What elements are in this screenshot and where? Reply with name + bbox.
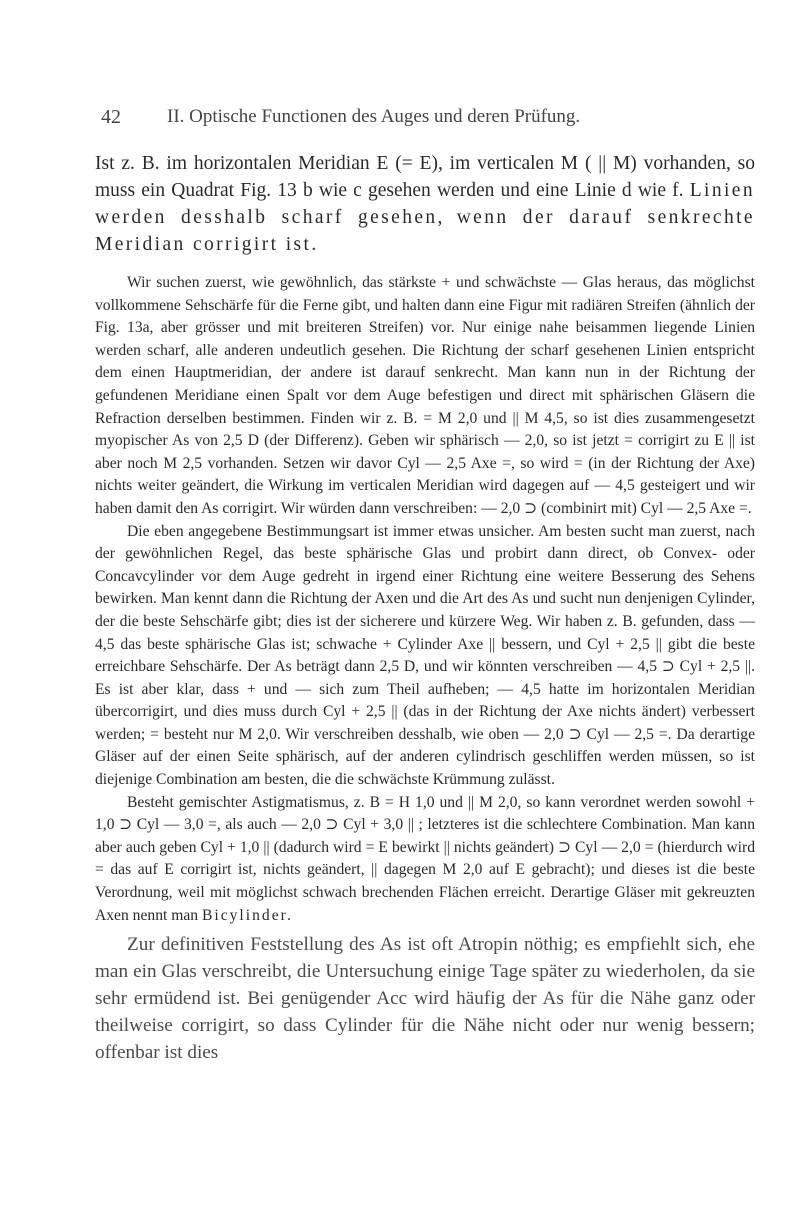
intro-line-3-emphasis: Linien werden desshalb scharf gesehen, <box>95 180 756 228</box>
intro-line-3-start: eine Linie d wie f. <box>535 180 690 201</box>
paragraph-method-cylinder: Die eben angegebene Bestimmungsart ist immer etwas unsicher. Am besten sucht man zuerst, nach der gewöhnlichen Regel, das beste sphärische Glas und probirt dann direct, ob Convex- oder Concavcylinder vor dem Auge gedreht in irgend einer Richtung eine weitere Besserung des Sehens bewirken. Man kennt dann die Richtung der Axen und die Art des As und sucht nun denjenigen Cylinder, der die beste Sehschärfe gibt; dies ist der sicherere und kürzere Weg. Wir haben z. B. gefunden, dass — 4,5 das beste sphärische Glas ist; schwache + Cylinder Axe || bessern, und Cyl + 2,5 || gibt die beste erreichbare Sehschärfe. Der As beträgt dann 2,5 D, und wir könnten verschreiben — 4,5 ⊃ Cyl + 2,5 ||. Es ist aber klar, dass + und — sich zum Theil aufheben; — 4,5 hatte im horizontalen Meridian übercorrigirt, und dies muss durch Cyl + 2,5 || (das in der Richtung der Axe nichts ändert) verbessert werden; = besteht nur M 2,0. Wir verschreiben desshalb, wie oben — 2,0 ⊃ Cyl — 2,5 =. Da derartige Gläser auf der einen Seite sphärisch, auf der anderen cylindrisch geschliffen werden müssen, so ist diejenige Combination am besten, die die schwächste Krümmung zulässt. <box>95 522 755 789</box>
intro-line-2: vorhanden, so muss ein Quadrat Fig. 13 b wie c gesehen werden und <box>95 153 755 201</box>
book-page <box>95 0 755 1066</box>
closing-text: Zur definitiven Feststellung des As ist oft Atropin nöthig; es empfiehlt sich, ehe man ein Glas verschreibt, die Untersuchung einige Tage später zu wiederholen, da sie sehr ermüdend ist. Bei genügender Acc wird häufig der As für die Nähe ganz oder theilweise corrigirt, so dass Cylinder für die Nähe nicht oder nur wenig bessern; offenbar ist dies <box>95 934 755 1064</box>
intro-paragraph <box>95 150 755 258</box>
closing-paragraph <box>95 931 755 1066</box>
intro-line-1: Ist z. B. im horizontalen Meridian E (= E), im verticalen M ( || M) <box>95 153 637 174</box>
paragraph-mixed-astigmatism <box>95 792 755 928</box>
bicylinder-term: Bicylinder. <box>201 906 293 924</box>
page-header <box>95 106 755 146</box>
page-number: 42 <box>101 106 121 128</box>
running-title: II. Optische Functionen des Auges und deren Prüfung. <box>167 106 581 127</box>
paragraph-mixed-text: Besteht gemischter Astigmatismus, z. B = H 1,0 und || M 2,0, so kann verordnet werden sowohl + 1,0 ⊃ Cyl — 3,0 =, als auch — 2,0 ⊃ Cyl + 3,0 || ; letzteres ist die schlechtere Combination. Man kann aber auch geben Cyl + 1,0 || (dadurch wird = E bewirkt || nichts geändert) ⊃ Cyl — 2,0 = (hierdurch wird = das auf E corrigirt ist, nichts geändert, || dagegen M 2,0 auf E gebracht); und dieses ist die beste Verordnung, weil mit möglichst schwach brechenden Flächen erreicht. Derartige Gläser mit gekreuzten Axen nennt man <box>95 793 755 924</box>
intro-line-4-emphasis: wenn der darauf senkrechte Meridian corrigirt ist. <box>95 207 755 255</box>
paragraph-method-meridians: Wir suchen zuerst, wie gewöhnlich, das stärkste + und schwächste — Glas heraus, das möglichst vollkommene Sehschärfe für die Ferne gibt, und halten dann eine Figur mit radiären Streifen (ähnlich der Fig. 13a, aber grösser und mit breiteren Streifen) vor. Nur einige nahe beisammen liegende Linien werden scharf, alle anderen undeutlich gesehen. Die Richtung der scharf gesehenen Linien entspricht dem einen Hauptmeridian, der andere ist darauf senkrecht. Man kann nun in der Richtung der gefundenen Meridiane einen Spalt vor dem Auge befestigen und direct mit sphärischen Gläsern die Refraction derselben bestimmen. Finden wir z. B. = M 2,0 und || M 4,5, so ist dies zusammengesetzt myopischer As von 2,5 D (der Differenz). Geben wir sphärisch — 2,0, so ist jetzt = corrigirt zu E || ist aber noch M 2,5 vorhanden. Setzen wir davor Cyl — 2,5 Axe =, so wird = (in der Richtung der Axe) nichts weiter geändert, die Wirkung im verticalen Meridian wird dagegen auf — 4,5 gesteigert und wir haben damit den As corrigirt. Wir würden dann verschreiben: — 2,0 ⊃ (combinirt mit) Cyl — 2,5 Axe =. <box>95 274 755 517</box>
